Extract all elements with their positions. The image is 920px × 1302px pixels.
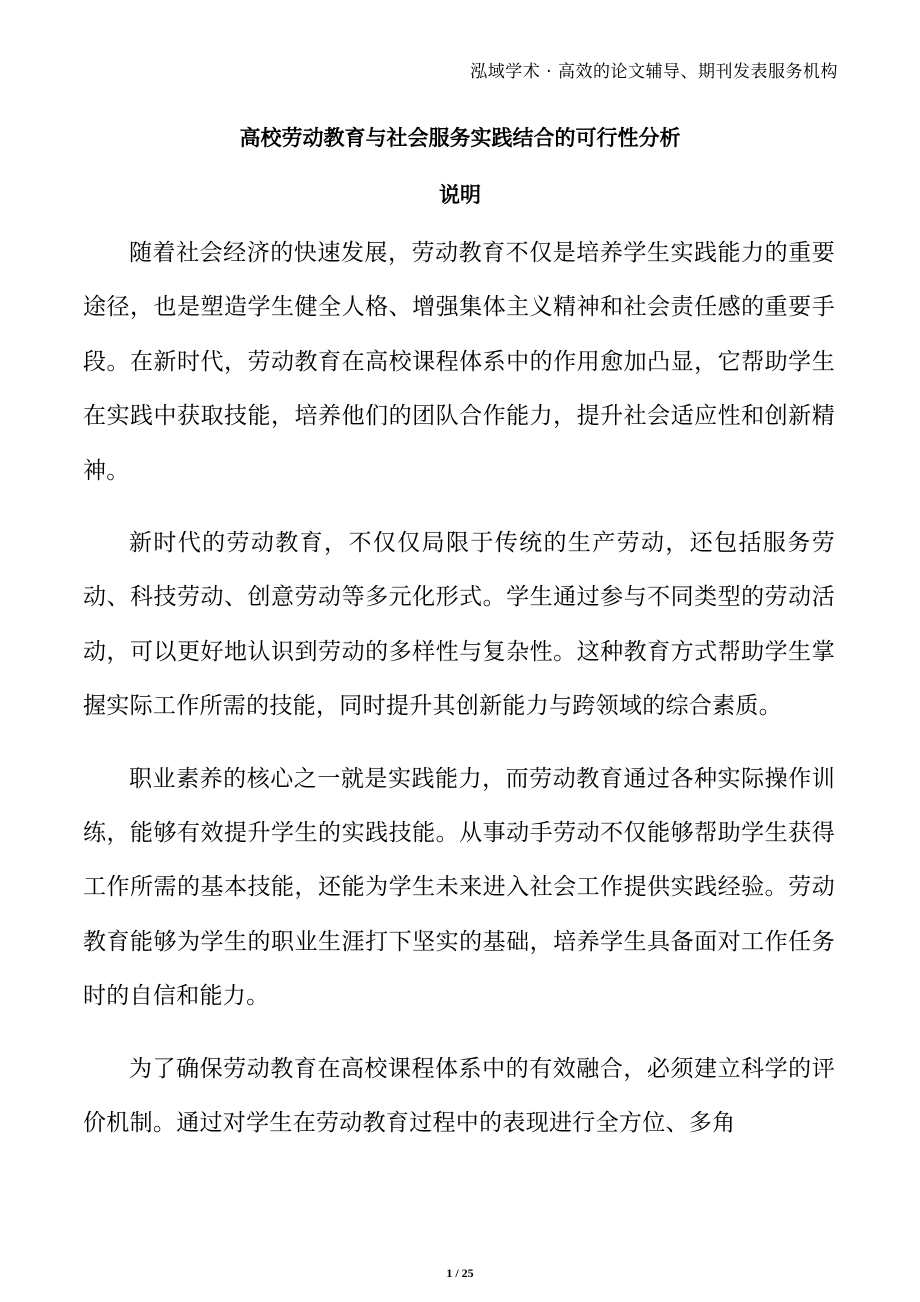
page-header: 泓域学术 · 高效的论文辅导、期刊发表服务机构: [470, 62, 838, 82]
document-title: 高校劳动教育与社会服务实践结合的可行性分析: [239, 126, 681, 150]
page-number: 1 / 25: [446, 1266, 474, 1280]
paragraph-3: 职业素养的核心之一就是实践能力，而劳动教育通过各种实际操作训练，能够有效提升学生的实践技能。从事动手劳动不仅能够帮助学生获得工作所需的基本技能，还能为学生未来进入社会工作提供实践经验。劳动教育能够为学生的职业生涯打下坚实的基础，培养学生具备面对工作任务时的自信和能力。: [83, 765, 835, 1010]
paragraph-2: 新时代的劳动教育，不仅仅局限于传统的生产劳动，还包括服务劳动、科技劳动、创意劳动等多元化形式。学生通过参与不同类型的劳动活动，可以更好地认识到劳动的多样性与复杂性。这种教育方式帮助学生掌握实际工作所需的技能，同时提升其创新能力与跨领域的综合素质。: [83, 530, 835, 720]
document-body: [83, 226, 835, 1169]
document-subtitle: 说明: [439, 183, 481, 207]
paragraph-4: 为了确保劳动教育在高校课程体系中的有效融合，必须建立科学的评价机制。通过对学生在劳动教育过程中的表现进行全方位、多角: [83, 1055, 835, 1137]
paragraph-1: 随着社会经济的快速发展，劳动教育不仅是培养学生实践能力的重要途径，也是塑造学生健全人格、增强集体主义精神和社会责任感的重要手段。在新时代，劳动教育在高校课程体系中的作用愈加凸显，它帮助学生在实践中获取技能，培养他们的团队合作能力，提升社会适应性和创新精神。: [83, 240, 835, 484]
